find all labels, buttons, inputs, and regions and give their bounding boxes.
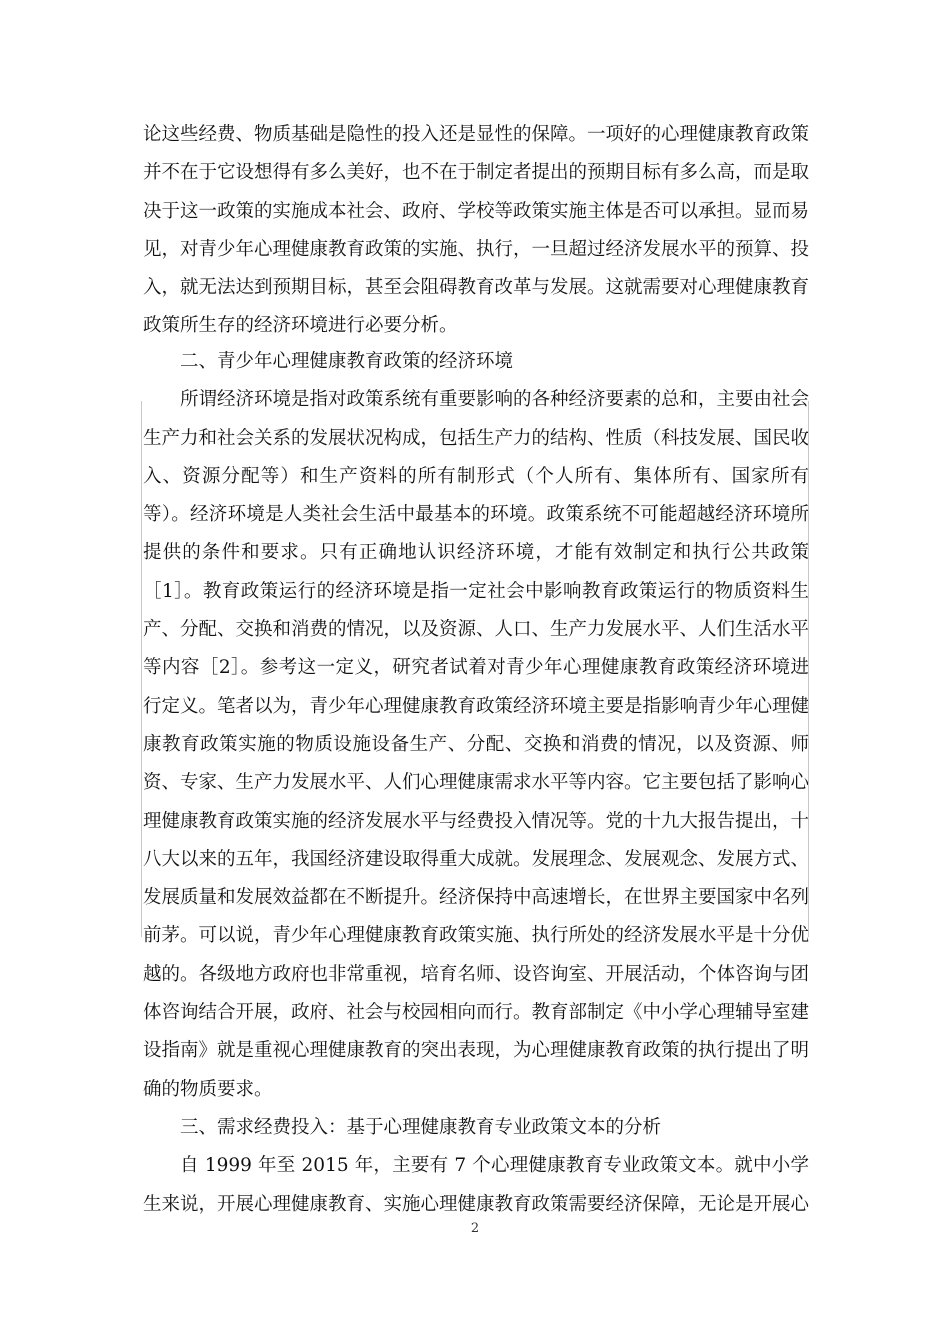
paragraph-policy-texts: 自 1999 年至 2015 年，主要有 7 个心理健康教育专业政策文本。就中小学生来说，开展心理健康教育、实施心理健康教育政策需要经济保障，无论是开展心 [143,1155,810,1215]
text-block-main [143,343,809,1224]
section-heading-economic-environment: 二、青少年心理健康教育政策的经济环境 [180,351,514,372]
text-block-top [143,116,809,346]
section-heading-funding-demand: 三、需求经费投入：基于心理健康教育专业政策文本的分析 [180,1116,662,1138]
paragraph-economic-environment: 所谓经济环境是指对政策系统有重要影响的各种经济要素的总和，主要由社会生产力和社会关系的发展状况构成，包括生产力的结构、性质（科技发展、国民收入、资源分配等）和生产资料的所有制形式（个人所有、集体所有、国家所有等）。经济环境是人类社会生活中最基本的环境。政策系统不可能超越经济环境所提供的条件和要求。只有正确地认识经济环境，才能有效制定和执行公共政策［1］。教育政策运行的经济环境是指一定社会中影响教育政策运行的物质资料生产、分配、交换和消费的情况，以及资源、人口、生产力发展水平、人们生活水平等内容［2］。参考这一定义，研究者试着对青少年心理健康教育政策经济环境进行定义。笔者以为，青少年心理健康教育政策经济环境主要是指影响青少年心理健康教育政策实施的物质设施设备生产、分配、交换和消费的情况，以及资源、师资、专家、生产力发展水平、人们心理健康需求水平等内容。它主要包括了影响心理健康教育政策实施的经济发展水平与经费投入情况等。党的十九大报告提出，十八大以来的五年，我国经济建设取得重大成就。发展理念、发展观念、发展方式、发展质量和发展效益都在不断提升。经济保持中高速增长，在世界主要国家中名列前茅。可以说，青少年心理健康教育政策实施、执行所处的经济发展水平是十分优越的。各级地方政府也非常重视，培育名师、设咨询室、开展活动，个体咨询与团体咨询结合开展，政府、社会与校园相向而行。教育部制定《中小学心理辅导室建设指南》就是重视心理健康教育的突出表现，为心理健康教育政策的执行提出了明确的物质要求。 [143,389,810,1100]
page-number: 2 [470,1221,480,1236]
paragraph-continuation: 论这些经费、物质基础是隐性的投入还是显性的保障。一项好的心理健康教育政策并不在于它设想得有多么美好，也不在于制定者提出的预期目标有多么高，而是取决于这一政策的实施成本社会、政府、学校等政策实施主体是否可以承担。显而易见，对青少年心理健康教育政策的实施、执行，一旦超过经济发展水平的预算、投入，就无法达到预期目标，甚至会阻碍教育改革与发展。这就需要对心理健康教育政策所生存的经济环境进行必要分析。 [143,124,810,337]
